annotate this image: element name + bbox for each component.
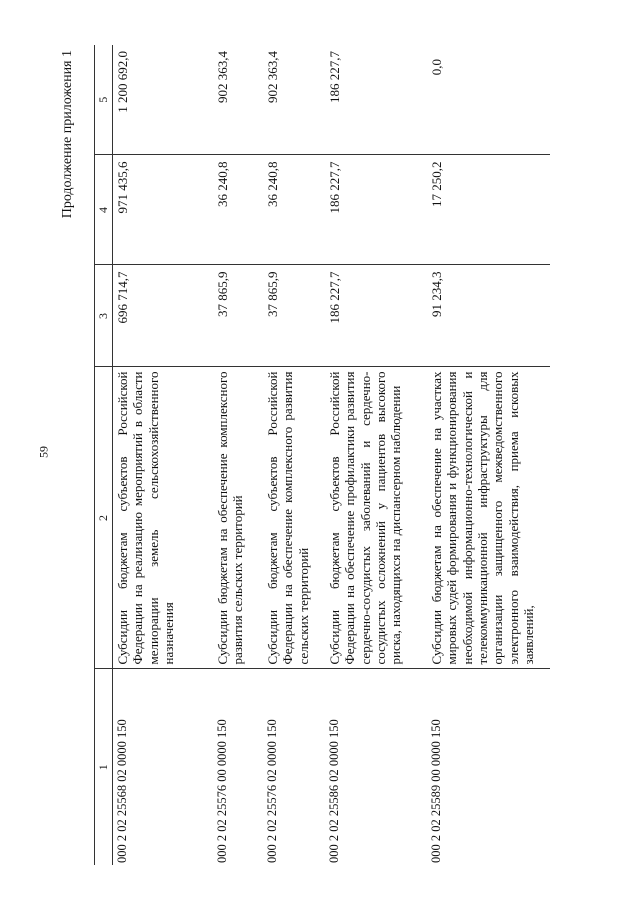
- amount-col4: 36 240,8: [213, 155, 263, 265]
- budget-code: 000 2 02 25586 02 0000 150: [326, 719, 341, 863]
- appendix-table: [94, 45, 550, 865]
- table-row: [427, 45, 550, 865]
- amount-col5: 902 363,4: [263, 45, 325, 155]
- column-header-4: 4: [95, 155, 113, 265]
- page-number: 59: [36, 446, 51, 458]
- appendix-continuation-header: Продолжение приложения 1: [60, 50, 75, 219]
- rotated-page-content: [60, 45, 605, 865]
- table-row: [213, 45, 263, 865]
- amount-col5: 1 200 692,0: [113, 45, 214, 155]
- revenue-name: Субсидии бюджетам на обеспечение комплексного развития сельских территорий: [213, 367, 263, 669]
- table-row: [263, 45, 325, 865]
- amount-col5: 902 363,4: [213, 45, 263, 155]
- column-header-1: 1: [95, 669, 113, 865]
- amount-col3: 37 865,9: [263, 265, 325, 367]
- amount-col4: 186 227,7: [325, 155, 427, 265]
- amount-col3: 186 227,7: [325, 265, 427, 367]
- revenue-name: Субсидии бюджетам субъектов Российской Федерации на обеспечение комплексного развития сельских территорий: [263, 367, 325, 669]
- revenue-name: Субсидии бюджетам субъектов Российской Федерации на реализацию мероприятий в области мелиорации земель сельскохозяйственного назначения: [113, 367, 214, 669]
- amount-col3: 696 714,7: [113, 265, 214, 367]
- amount-col4: 17 250,2: [427, 155, 550, 265]
- amount-col4: 971 435,6: [113, 155, 214, 265]
- budget-code: 000 2 02 25576 02 0000 150: [265, 719, 279, 863]
- budget-code: 000 2 02 25576 00 0000 150: [215, 719, 229, 863]
- table-row: [113, 45, 214, 865]
- revenue-name: Субсидии бюджетам субъектов Российской Федерации на обеспечение профилактики развития сердечно-сосудистых заболеваний и сердечно-сосудистых осложнений у пациентов высокого риска, находящихся на диспансерном наблюдении: [325, 367, 427, 669]
- column-number-row: [95, 45, 113, 865]
- amount-col3: 91 234,3: [427, 265, 550, 367]
- budget-code: 000 2 02 25568 02 0000 150: [115, 719, 129, 863]
- amount-col5: 186 227,7: [325, 45, 427, 155]
- table-row: [325, 45, 427, 865]
- revenue-name: Субсидии бюджетам на обеспечение на участках мировых судей формирования и функционирования необходимой информационно-технологической и телекоммуникационной инфраструктуры для организации защищенного межведомственного электронного взаимодействия, приема исковых заявлений,: [427, 367, 550, 669]
- column-header-2: 2: [95, 367, 113, 669]
- column-header-5: 5: [95, 45, 113, 155]
- amount-col4: 36 240,8: [263, 155, 325, 265]
- amount-col5: 0,0: [427, 45, 550, 155]
- amount-col3: 37 865,9: [213, 265, 263, 367]
- budget-code: 000 2 02 25589 00 0000 150: [428, 719, 443, 863]
- column-header-3: 3: [95, 265, 113, 367]
